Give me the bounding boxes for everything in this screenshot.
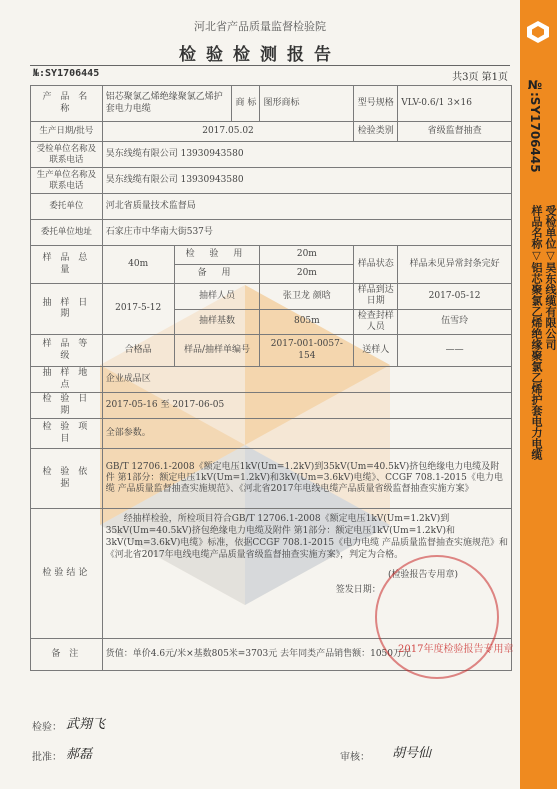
label-remarks: 备 注 xyxy=(31,639,103,671)
row-sample-grade xyxy=(31,335,512,367)
reviewer-label: 审核： xyxy=(340,752,370,763)
conclusion-cell xyxy=(102,509,511,639)
value-backup: 20m xyxy=(260,265,354,284)
value-model: VLV-0.6/1 3×16 xyxy=(398,86,512,122)
label-sampling-base: 抽样基数 xyxy=(174,309,260,335)
label-product-name: 产 品 名 称 xyxy=(31,86,103,122)
label-entrust-unit: 委托单位 xyxy=(31,194,103,220)
label-sampler: 抽样人员 xyxy=(174,284,260,310)
seal-text: 2017年度检验报告专用章 xyxy=(398,644,514,655)
value-product-name: 铝芯聚氯乙烯绝缘聚氯乙烯护套电力电缆 xyxy=(102,86,232,122)
label-inspect-items: 检 验 项 目 xyxy=(31,419,103,449)
label-inspect-date: 检 验 日 期 xyxy=(31,393,103,419)
value-inspect-items: 全部参数。 xyxy=(102,419,511,449)
label-sender: 送样人 xyxy=(354,335,398,367)
row-sample-total-a xyxy=(31,246,512,265)
report-title: 检验检测报告 xyxy=(179,45,341,65)
label-entrust-address: 委托单位地址 xyxy=(31,220,103,246)
label-model: 型号规格 xyxy=(354,86,398,122)
value-sampling-place: 企业成品区 xyxy=(102,367,511,393)
value-inspection-type: 省级监督抽查 xyxy=(398,122,512,142)
label-arrival-date: 样品到达日期 xyxy=(354,284,398,310)
row-producer-unit xyxy=(31,168,512,194)
label-sample-grade: 样 品 等 级 xyxy=(31,335,103,367)
value-sample-total: 40m xyxy=(102,246,174,284)
label-production-date: 生产日期/批号 xyxy=(31,122,103,142)
row-conclusion xyxy=(31,509,512,639)
value-inspect-use: 20m xyxy=(260,246,354,265)
value-inspect-date: 2017-05-16 至 2017-06-05 xyxy=(102,393,511,419)
label-inspected-unit: 受检单位名称及联系电话 xyxy=(31,142,103,168)
value-producer-unit: 昊东线缆有限公司 13930943580 xyxy=(102,168,511,194)
value-remarks: 货值：单价4.6元/米×基数805米=3703元 去年同类产品销售额：1050万元 xyxy=(102,639,511,671)
approver-signature: 郝磊 xyxy=(66,747,93,762)
value-entrust-unit: 河北省质量技术监督局 xyxy=(102,194,511,220)
value-trademark: 图形商标 xyxy=(260,86,354,122)
issue-date: 签发日期： xyxy=(335,584,381,595)
label-sampling-sheet-no: 样品/抽样单编号 xyxy=(174,335,260,367)
page-count: 共3页 第1页 xyxy=(452,72,508,83)
row-inspect-date xyxy=(31,393,512,419)
approver-label: 批准： xyxy=(32,752,62,763)
row-production-date xyxy=(31,122,512,142)
row-sampling-a xyxy=(31,284,512,310)
value-sampling-sheet-no: 2017-001-0057-154 xyxy=(260,335,354,367)
row-sampling-place xyxy=(31,367,512,393)
report-number: №:SY1706445 xyxy=(33,68,100,79)
value-conclusion: 经抽样检验，所检项目符合GB/T 12706.1-2008《额定电压1kV(Um=1.2kV)到35kV(Um=40.5kV)挤包绝缘电力电缆及附件 第1部分：额定电压1kV(Um=1.2kV)和3kV(Um=3.6kV)电缆》标准，依据CCGF 708.1-2015《电力电缆 产品质量监督抽查实施规范》和《河北省2017年电线电缆产品质量省级监督抽查实施方案》，判定为合格。 xyxy=(105,514,509,561)
label-seal-checker: 检查封样人员 xyxy=(354,309,398,335)
inspector-label: 检验： xyxy=(32,722,62,733)
label-sampling-date: 抽 样 日 期 xyxy=(31,284,103,335)
row-inspect-basis xyxy=(31,449,512,509)
label-trademark: 商 标 xyxy=(232,86,260,122)
strip-report-number: №:SY1706445 xyxy=(528,78,542,173)
value-seal-checker: 伍雪玲 xyxy=(398,309,512,335)
label-inspect-use: 检 验 用 xyxy=(174,246,260,265)
label-backup: 备 用 xyxy=(174,265,260,284)
label-sample-status: 样品状态 xyxy=(354,246,398,284)
strip-inspected-unit: 受检单位▽昊东线缆有限公司 xyxy=(544,205,557,350)
label-inspect-basis: 检 验 依 据 xyxy=(31,449,103,509)
value-production-date: 2017.05.02 xyxy=(102,122,354,142)
label-conclusion: 检验结论 xyxy=(31,509,103,639)
seal-caption: (检验报告专用章) xyxy=(387,569,458,580)
label-sample-total: 样 品 总 量 xyxy=(31,246,103,284)
header-rule xyxy=(30,65,510,66)
reviewer-signature: 胡号仙 xyxy=(392,746,432,761)
inspection-table xyxy=(30,85,512,671)
row-inspect-items xyxy=(31,419,512,449)
label-producer-unit: 生产单位名称及联系电话 xyxy=(31,168,103,194)
issuing-organization: 河北省产品质量监督检验院 xyxy=(194,20,326,33)
value-sample-grade: 合格品 xyxy=(102,335,174,367)
row-inspected-unit xyxy=(31,142,512,168)
value-sample-status: 样品未见异常封条完好 xyxy=(398,246,512,284)
label-inspection-type: 检验类别 xyxy=(354,122,398,142)
value-sampler: 张卫龙 颜晗 xyxy=(260,284,354,310)
value-sender: —— xyxy=(398,335,512,367)
value-entrust-address: 石家庄市中华南大街537号 xyxy=(102,220,511,246)
row-entrust-unit xyxy=(31,194,512,220)
value-sampling-date: 2017-5-12 xyxy=(102,284,174,335)
strip-sample-name: 样品名称▽铝芯聚氯乙烯绝缘聚氯乙烯护套电力电缆 xyxy=(530,205,543,460)
label-sampling-place: 抽 样 地 点 xyxy=(31,367,103,393)
value-sampling-base: 805m xyxy=(260,309,354,335)
brand-logo-icon xyxy=(526,20,550,44)
row-product xyxy=(31,86,512,122)
value-inspected-unit: 昊东线缆有限公司 13930943580 xyxy=(102,142,511,168)
inspector-signature: 武翔飞 xyxy=(66,717,106,732)
value-arrival-date: 2017-05-12 xyxy=(398,284,512,310)
value-inspect-basis: GB/T 12706.1-2008《额定电压1kV(Um=1.2kV)到35kV(Um=40.5kV)挤包绝缘电力电缆及附件 第1部分：额定电压1kV(Um=1.2kV)和3kV(Um=3.6kV)电缆》、CCGF 708.1-2015《电力电缆 产品质量监督抽查实施规范》、《河北省2017年电线电缆产品质量省级监督抽查实施方案》 xyxy=(102,449,511,509)
row-entrust-address xyxy=(31,220,512,246)
